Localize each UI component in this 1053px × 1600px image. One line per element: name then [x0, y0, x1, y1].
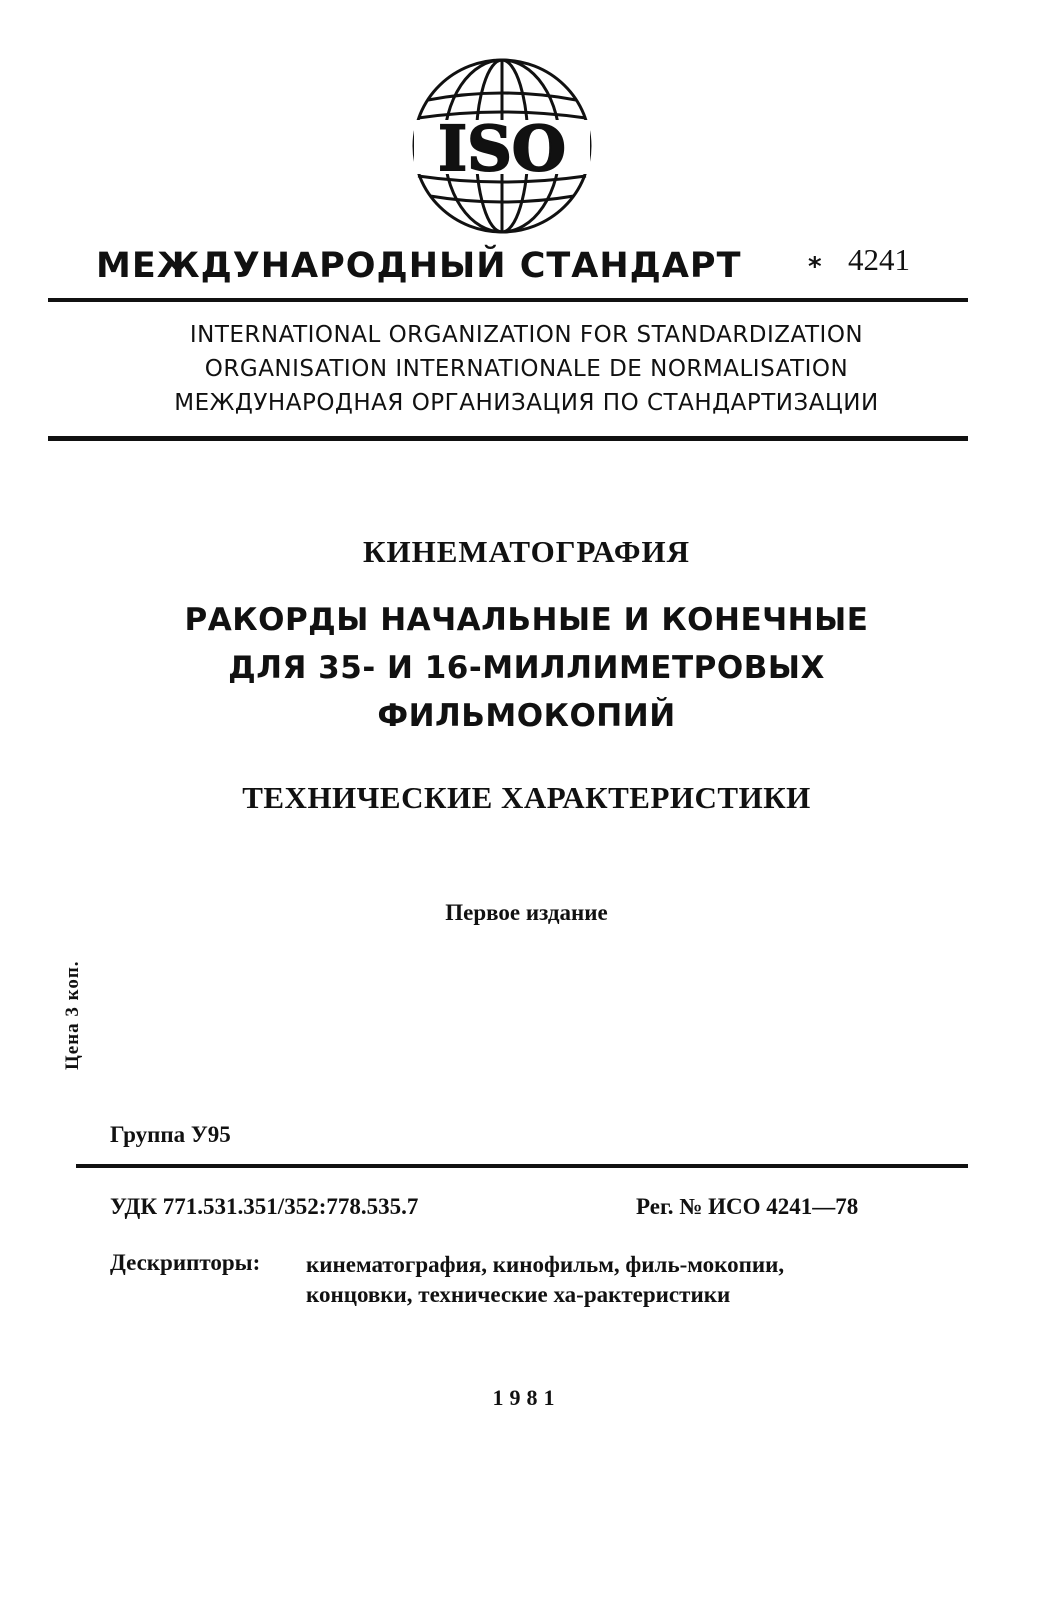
subject-heading: КИНЕМАТОГРАФИЯ: [363, 534, 690, 569]
subtitle: ТЕХНИЧЕСКИЕ ХАРАКТЕРИСТИКИ: [242, 780, 811, 815]
standard-number: 4241: [848, 242, 910, 277]
title-line-2: ДЛЯ 35- И 16-МИЛЛИМЕТРОВЫХ: [228, 650, 825, 686]
svg-text:ISO: ISO: [438, 112, 566, 185]
standard-star: *: [808, 252, 822, 282]
header-rule-top: [48, 298, 968, 302]
registration-number: Рег. № ИСО 4241—78: [636, 1194, 859, 1219]
org-name-ru: МЕЖДУНАРОДНАЯ ОРГАНИЗАЦИЯ ПО СТАНДАРТИЗАЦИИ: [174, 390, 879, 416]
group-label: Группа У95: [110, 1122, 231, 1147]
org-name-fr: ORGANISATION INTERNATIONALE DE NORMALISATION: [204, 356, 849, 382]
udk-code: УДК 771.531.351/352:778.535.7: [110, 1194, 419, 1219]
header-rule-bottom: [48, 436, 968, 441]
descriptors-text: кинематография, кинофильм, филь-мокопии, концовки, технические ха-рактеристики: [306, 1252, 785, 1307]
title-line-3: ФИЛЬМОКОПИЙ: [377, 698, 676, 734]
edition-label: Первое издание: [445, 900, 608, 925]
org-name-en: INTERNATIONAL ORGANIZATION FOR STANDARDIZATION: [189, 322, 864, 348]
standard-title: МЕЖДУНАРОДНЫЙ СТАНДАРТ: [96, 246, 742, 286]
iso-logo: [408, 56, 596, 236]
descriptors-label: Дескрипторы:: [110, 1250, 261, 1275]
title-line-1: РАКОРДЫ НАЧАЛЬНЫЕ И КОНЕЧНЫЕ: [184, 602, 869, 638]
price-label: Цена 3 коп.: [62, 960, 83, 1070]
footer-rule: [76, 1164, 968, 1168]
globe-icon: [408, 56, 596, 236]
publication-year: 1981: [492, 1385, 561, 1410]
